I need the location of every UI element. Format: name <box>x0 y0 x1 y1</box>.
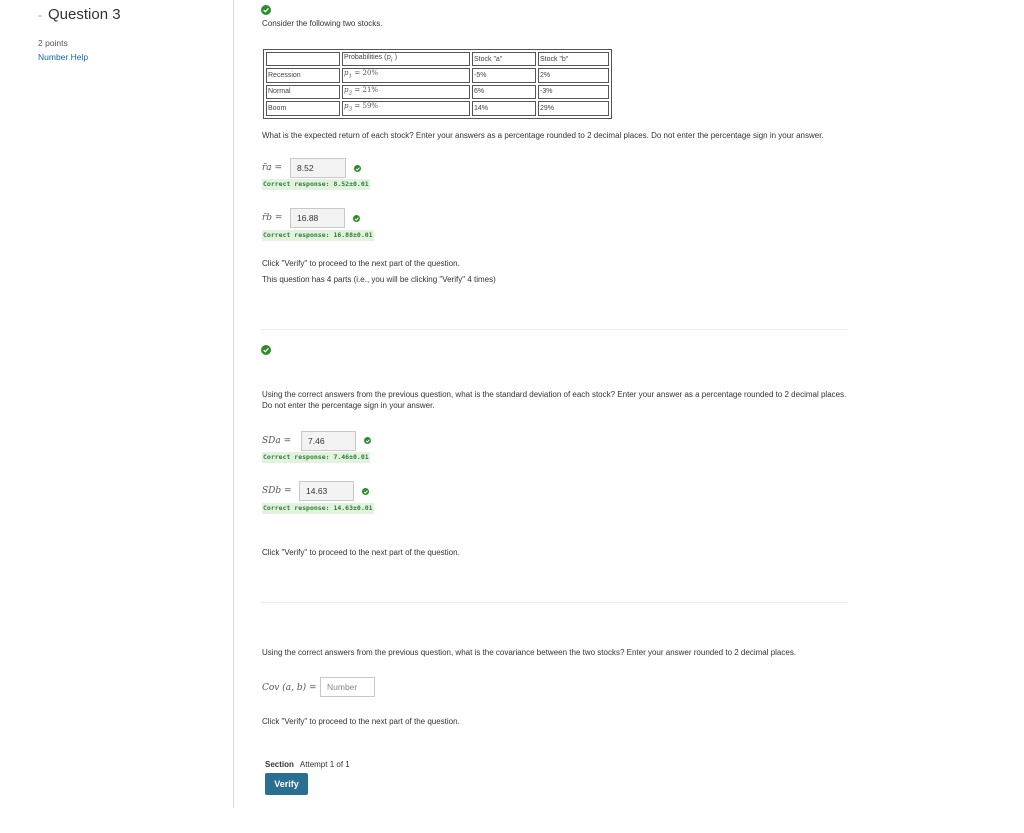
question-title-text: Question 3 <box>48 6 121 23</box>
stock-b-cell: 29% <box>538 101 609 115</box>
question-sidebar <box>0 0 234 808</box>
rb-check-icon <box>353 215 360 222</box>
table-header-cell: Probabilities ($p_i$ ) <box>342 52 470 66</box>
table-row <box>266 101 609 115</box>
divider <box>261 602 848 603</box>
sda-input[interactable]: 7.46 <box>301 431 356 451</box>
sda-correct-response: Correct response: 7.46±0.01 <box>263 453 369 461</box>
attempt-label: Attempt 1 of 1 <box>299 760 350 769</box>
divider <box>261 329 848 330</box>
prob-cell: $p_3 = 59\%$ <box>342 101 470 115</box>
cov-input[interactable]: Number <box>320 677 375 697</box>
table-header-row <box>266 52 609 66</box>
part1-intro: Consider the following two stocks. <box>262 19 383 28</box>
part1-prompt: What is the expected return of each stock? Enter your answers as a percentage rounded to 2 decimal places. Do not enter the percentage sign in your answer. <box>262 131 824 140</box>
verify-button[interactable]: Verify <box>265 773 308 795</box>
sdb-check-icon <box>362 488 369 495</box>
rb-input[interactable]: 16.88 <box>290 208 345 228</box>
cov-label: Cov (a, b) = <box>262 683 317 693</box>
part1-parts-note: This question has 4 parts (i.e., you will be clicking "Verify" 4 times) <box>262 275 496 284</box>
row-label: Normal <box>266 85 340 99</box>
sdb-input[interactable]: 14.63 <box>299 481 354 501</box>
part3-prompt: Using the correct answers from the previous question, what is the covariance between the two stocks? Enter your answer rounded to 2 decimal places. <box>262 648 797 657</box>
points-label: 2 points <box>38 38 68 48</box>
part1-check-icon <box>261 5 271 15</box>
rb-correct-response: Correct response: 16.88±0.01 <box>263 231 373 239</box>
prob-cell: $p_1 = 20\%$ <box>342 68 470 82</box>
sda-label: SDa = <box>262 436 292 446</box>
part2-verify-note: Click "Verify" to proceed to the next part of the question. <box>262 548 460 557</box>
ra-correct-response: Correct response: 8.52±0.01 <box>263 180 369 188</box>
section-attempt <box>265 760 350 769</box>
sdb-label: SDb = <box>262 486 292 496</box>
row-label: Boom <box>266 101 340 115</box>
stock-a-cell: -5% <box>472 68 536 82</box>
prob-cell: $p_2 = 21\%$ <box>342 85 470 99</box>
collapse-icon[interactable]: - <box>38 8 42 22</box>
part1-verify-note: Click "Verify" to proceed to the next part of the question. <box>262 259 460 268</box>
stock-a-cell: 6% <box>472 85 536 99</box>
table-row <box>266 68 609 82</box>
stock-b-cell: 2% <box>538 68 609 82</box>
section-label: Section <box>265 760 294 769</box>
ra-label: r̄a = <box>262 163 283 173</box>
row-label: Recession <box>266 68 340 82</box>
ra-input[interactable]: 8.52 <box>290 158 346 178</box>
number-help-link[interactable]: Number Help <box>38 52 89 62</box>
table-header-cell: Stock "a" <box>472 52 536 66</box>
part2-prompt: Using the correct answers from the previous question, what is the standard deviation of each stock? Enter your answer as a percentage rounded to 2 decimal places. Do not enter the percentage sign in your answer. <box>262 390 847 410</box>
table-row <box>266 85 609 99</box>
sdb-correct-response: Correct response: 14.63±0.01 <box>263 504 373 512</box>
question-title[interactable] <box>38 6 121 23</box>
table-header-cell: Stock "b" <box>538 52 609 66</box>
sda-check-icon <box>364 437 371 444</box>
table-header-cell <box>266 52 340 66</box>
stocks-table <box>263 49 612 119</box>
part2-check-icon <box>261 345 271 355</box>
part3-verify-note: Click "Verify" to proceed to the next part of the question. <box>262 717 460 726</box>
stock-b-cell: -3% <box>538 85 609 99</box>
rb-label: r̄b = <box>262 213 283 223</box>
ra-check-icon <box>354 165 361 172</box>
stock-a-cell: 14% <box>472 101 536 115</box>
